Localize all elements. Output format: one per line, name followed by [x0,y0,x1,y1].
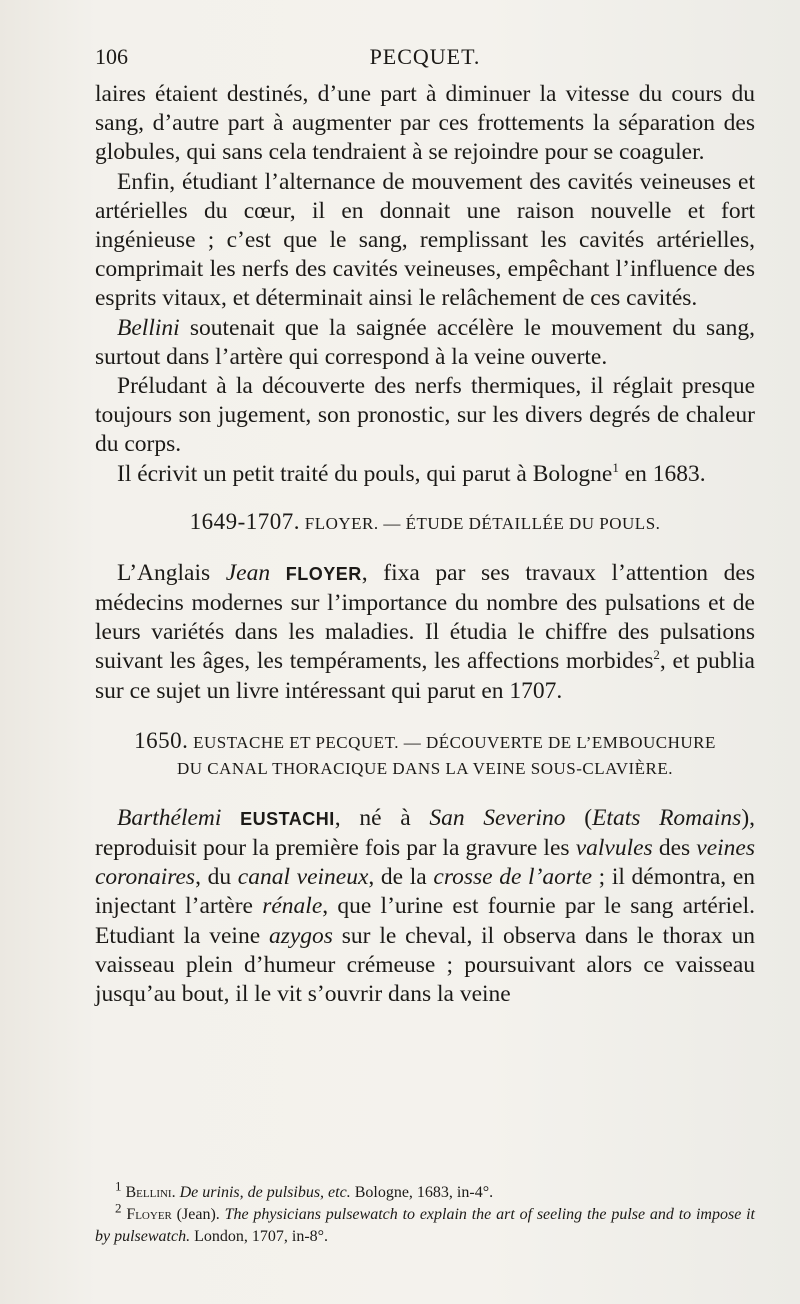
p7-place: San Severino [429,804,566,831]
footnote-1-mark: 1 [115,1178,122,1194]
person-surname-eustachi: EUSTACHI [240,808,335,829]
section-heading-floyer [95,509,755,537]
p7-text-h: , que l’urine est fournie par le sang artériel. Etudiant la veine [95,893,756,949]
p7-veines: veines coronaires [95,835,756,891]
paragraph-3 [95,314,755,372]
section-heading-eustache [95,728,755,782]
paragraph-4: Préludant à la découverte des nerfs thermiques, il réglait presque toujours son jugement, son pronostic, sur les divers degrés de chaleur du corps. [95,373,755,458]
section-years: 1649-1707. [189,508,301,534]
paragraph-6-text-c: , et publia sur ce sujet un livre intéressant qui parut en 1707. [95,648,755,704]
footnote-1-title: De urinis, de pulsibus, etc. [179,1184,351,1201]
person-first-name: Jean [225,559,271,586]
p7-text-c: ), reproduisit pour la première fois par la gravure les [95,804,756,862]
section-title-line-1: EUSTACHE ET PECQUET. — DÉCOUVERTE DE L’EMBOUCHURE [193,732,716,752]
page-header [95,44,755,74]
running-title: PECQUET. [369,44,481,69]
p7-canal: canal veineux [237,864,369,891]
section-year: 1650. [134,727,189,753]
footnote-1-rest: Bologne, 1683, in-4°. [350,1184,494,1201]
paragraph-2: Enfin, étudiant l’alternance de mouvement des cavités veineuses et artérielles du cœur, il en donnait une raison nouvelle et fort ingénieuse ; c’est que le sang, remplissant les cavités artérielles, comprimait les nerfs des cavités veineuses, empêchant l’influence des esprits vitaux, et déterminait ainsi le relâchement de ces cavités. [95,168,755,312]
p7-text-e: , du [195,864,238,891]
paragraph-5-text-b: en 1683. [618,460,706,487]
person-surname-floyer: FLOYER [285,563,362,584]
p7-text-b: ( [565,804,593,831]
p7-text-a: , né à [334,804,430,831]
footnote-2 [95,1200,756,1248]
p7-text-d: des [652,835,697,862]
paragraph-6 [95,559,755,706]
p7-crosse: crosse de l’aorte [433,864,593,891]
paragraph-6-text-a: L’Anglais [117,559,226,586]
paragraph-5-text-a: Il écrivit un petit traité du pouls, qui parut à Bologne [117,460,613,487]
footnote-1-author: Bellini. [125,1184,176,1201]
footnote-ref-1: 1 [612,459,619,475]
person-first-name-eustachi: Barthélemi [117,804,222,831]
person-name-bellini: Bellini [117,314,180,341]
p7-valvules: valvules [575,835,653,862]
section-title-line-2: DU CANAL THORACIQUE DANS LA VEINE SOUS-CLAVIÈRE. [176,758,674,778]
body-text [95,80,755,1009]
footnote-2-mark: 2 [115,1200,122,1216]
footnote-ref-2: 2 [653,647,660,663]
footnote-2-title: The physicians pulsewatch to explain the art of seeling the pulse and to impose it by pulsewatch. [95,1206,756,1245]
paragraph-6-text-b: , fixa par ses travaux l’attention des médecins modernes sur l’importance du nombre des pulsations et de leurs variétés dans les maladies. Il étudia le chiffre des pulsations suivant les âges, les tempéraments, les affections morbides [95,559,755,675]
p7-text-f: , de la [368,864,434,891]
p7-state: Etats Romains [592,804,742,831]
page-number: 106 [95,44,128,69]
p7-azygos: azygos [268,922,333,949]
paragraph-7 [95,804,755,1009]
p7-renale: rénale [262,893,323,920]
footnote-2-text-a: (Jean). [171,1206,225,1223]
p7-text-i: sur le cheval, il observa dans le thorax un vaisseau plein d’humeur crémeuse ; poursuivant alors ce vaisseau jusqu’au bout, il le vit s’ouvrir dans la veine [95,922,755,1008]
footnote-2-author: Floyer [126,1206,172,1223]
p7-text-g: ; il démontra, en injectant l’artère [95,864,756,920]
footnote-1 [95,1178,755,1204]
paragraph-5 [95,460,755,489]
paragraph-3-text: soutenait que la saignée accélère le mouvement du sang, surtout dans l’artère qui correspond à la veine ouverte. [95,314,755,370]
section-title: FLOYER. — ÉTUDE DÉTAILLÉE DU POULS. [304,513,661,533]
footnotes [95,1178,756,1248]
footnote-2-rest: London, 1707, in-8°. [190,1228,329,1245]
paragraph-1: laires étaient destinés, d’une part à diminuer la vitesse du cours du sang, d’autre part à augmenter par ces frottements la séparation des globules, qui sans cela tendraient à se rejoindre pour se coaguler. [95,81,755,166]
